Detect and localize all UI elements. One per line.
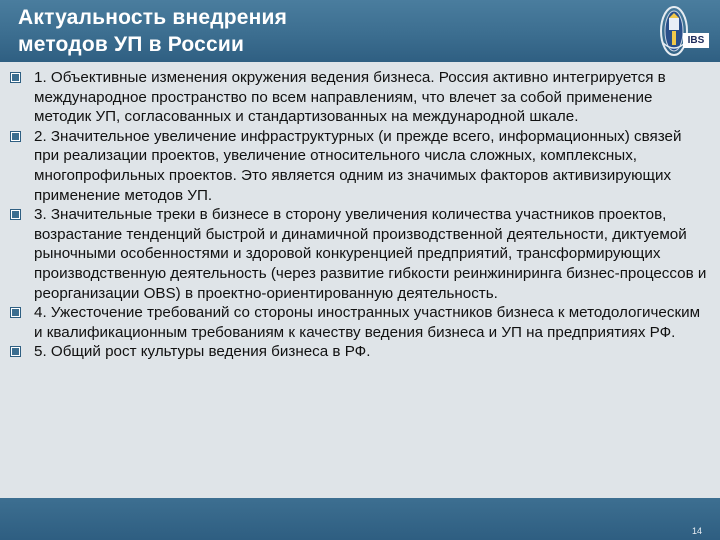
list-item xyxy=(8,68,708,127)
list-item-text: 4. Ужесточение требований со стороны иностранных участников бизнеса к методологическим и квалификационным требованиям к качеству ведения бизнеса и УП на предприятиях РФ. xyxy=(34,304,701,341)
list-item-text: 2. Значительное увеличение инфраструктурных (и прежде всего, информационных) связей при реализации проектов, увеличение относительного числа сложных, комплексных, многопрофильных проектов. Это является одним из значимых факторов активизирующих применение методов УП. xyxy=(34,127,682,204)
title-bar xyxy=(0,0,720,62)
list-item xyxy=(8,342,708,362)
list-item xyxy=(8,303,708,342)
bullet-list xyxy=(8,68,708,362)
list-item xyxy=(8,127,708,205)
university-emblem-icon xyxy=(652,2,714,60)
footer-bar xyxy=(0,498,720,540)
page-number: 14 xyxy=(691,526,702,536)
checkbox-bullet-icon xyxy=(10,209,21,220)
checkbox-bullet-icon xyxy=(10,72,21,83)
list-item-text: 5. Общий рост культуры ведения бизнеса в РФ. xyxy=(34,343,371,361)
checkbox-bullet-icon xyxy=(10,346,21,357)
checkbox-bullet-icon xyxy=(10,307,21,318)
logo-label: IBS xyxy=(683,33,709,48)
slide-title: Актуальность внедрения методов УП в России xyxy=(18,6,288,56)
checkbox-bullet-icon xyxy=(10,131,21,142)
list-item-text: 1. Объективные изменения окружения ведения бизнеса. Россия активно интегрируется в международное пространство по всем направлениям, что влечет за собой применение методик УП, согласованных и стандартизованных на международной шкале. xyxy=(34,69,666,126)
list-item xyxy=(8,205,708,303)
list-item-text: 3. Значительные треки в бизнесе в сторону увеличения количества участников проектов, возрастание тенденций быстрой и динамичной производственной деятельности, диктуемой рыночными особенностями и здоровой конкуренцией предприятий, трансформирующих производственную деятельность (через развитие гибкости реинжиниринга бизнес-процессов и реорганизации OBS) в проектно-ориентированную деятельность. xyxy=(34,206,707,302)
